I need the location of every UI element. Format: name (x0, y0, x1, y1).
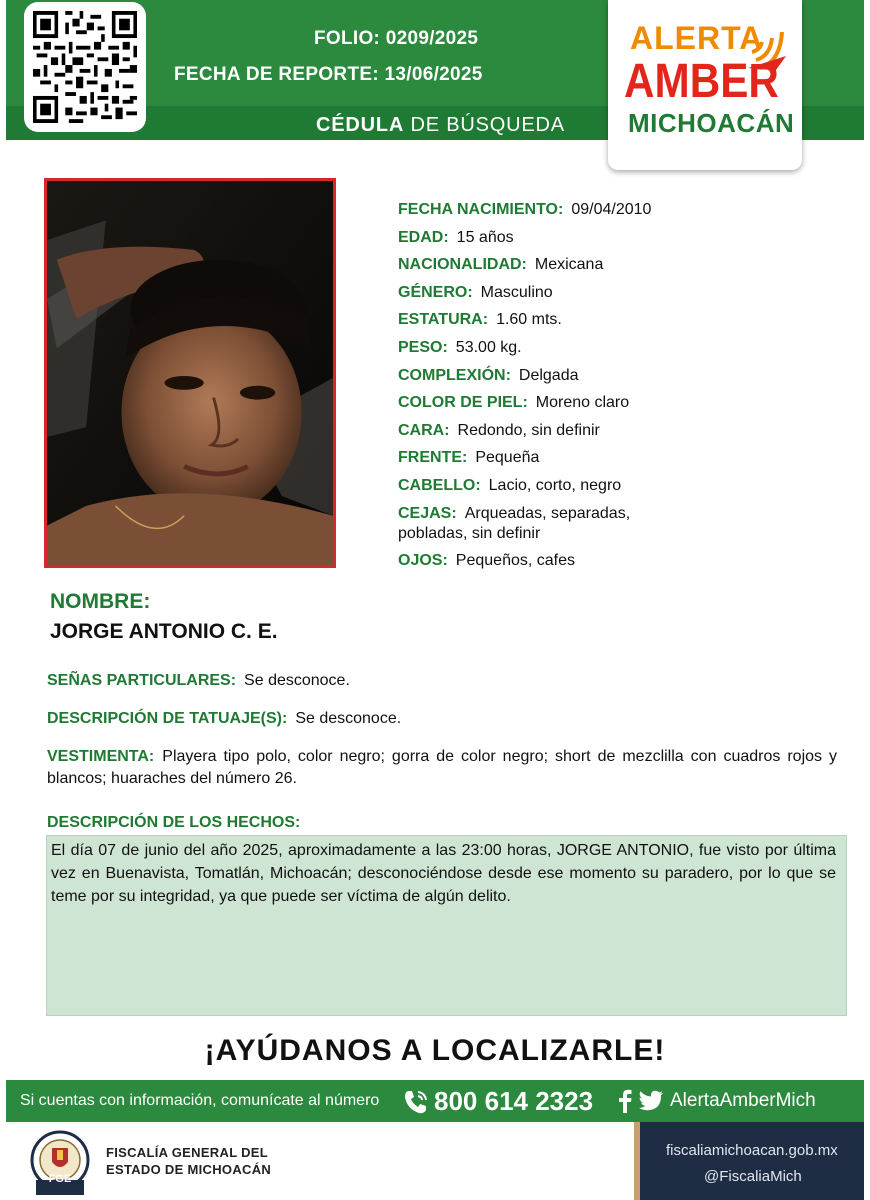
vestimenta-label: VESTIMENTA: (47, 748, 155, 765)
organization-line-2: ESTADO DE MICHOACÁN (106, 1162, 272, 1177)
phone-icon (402, 1088, 430, 1116)
field-label: FECHA NACIMIENTO: (398, 201, 564, 218)
field-value: Mexicana (534, 256, 604, 274)
field-frente (398, 448, 838, 468)
footer (6, 1122, 864, 1200)
tatuajes-label: DESCRIPCIÓN DE TATUAJE(S): (47, 710, 288, 727)
field-value: 1.60 mts. (496, 311, 562, 329)
field-label: COLOR DE PIEL: (398, 394, 528, 412)
field-value: Lacio, corto, negro (488, 476, 622, 494)
field-label: NACIONALIDAD: (398, 256, 527, 274)
field-value: 53.00 kg. (455, 338, 522, 356)
organization-name (106, 1144, 271, 1178)
alerta-amber-logo (608, 0, 802, 170)
field-cabello (398, 476, 838, 496)
field-value: Redondo, sin definir (457, 421, 600, 439)
contact-band (6, 1080, 864, 1122)
senas-label: SEÑAS PARTICULARES: (47, 672, 237, 689)
field-label: PESO: (398, 338, 448, 356)
footer-contact-panel (634, 1122, 864, 1200)
field-label: GÉNERO: (398, 283, 473, 301)
field-estatura (398, 310, 838, 330)
logo-line-michoacan: MICHOACÁN (628, 108, 795, 138)
vestimenta-value: Playera tipo polo, color negro; gorra de color negro; short de mezclilla con cuadros rojos y blancos; huaraches del número 26. (47, 748, 837, 787)
field-label: OJOS: (398, 552, 448, 570)
qr-code[interactable] (24, 2, 146, 132)
tatuajes-value: Se desconoce. (295, 710, 402, 727)
field-value: Arqueadas, separadas, pobladas, sin definir (398, 504, 631, 542)
senas-value: Se desconoce. (244, 672, 350, 689)
fge-seal-icon (26, 1130, 94, 1196)
field-cejas (398, 504, 658, 544)
field-color-piel (398, 393, 838, 413)
call-to-action: ¡AYÚDANOS A LOCALIZARLE! (204, 1034, 666, 1067)
website-link[interactable]: fiscaliamichoacan.gob.mx (666, 1142, 838, 1159)
field-genero (398, 283, 838, 303)
field-nacionalidad (398, 255, 838, 275)
twitter-icon[interactable] (638, 1090, 664, 1112)
document-title (316, 114, 565, 137)
field-value: 15 años (456, 228, 514, 246)
field-label: ESTATURA: (398, 311, 489, 329)
document-title-bold: CÉDULA (316, 114, 405, 136)
field-edad (398, 228, 838, 248)
field-label: EDAD: (398, 228, 449, 246)
fge-seal-label: FGE (48, 1173, 72, 1185)
document-title-rest: DE BÚSQUEDA (404, 114, 565, 136)
field-peso (398, 338, 838, 358)
hechos-description: El día 07 de junio del año 2025, aproximadamente a las 23:00 horas, JORGE ANTONIO, fue visto por última vez en Buenavista, Tomatlán, Michoacán; desconociéndose desde ese momento su paradero, por lo que se teme por su integridad, ya que puede ser víctima de algún delito. (46, 835, 847, 1016)
field-fecha-nacimiento (398, 200, 838, 220)
senas-row (47, 670, 837, 692)
field-complexion (398, 366, 838, 386)
vestimenta-row (47, 746, 837, 790)
report-date: FECHA DE REPORTE: 13/06/2025 (174, 64, 483, 85)
field-label: FRENTE: (398, 449, 468, 467)
field-ojos (398, 551, 838, 571)
logo-line-alerta: ALERTA (630, 20, 764, 56)
field-value: Pequeña (475, 449, 540, 467)
field-label: CEJAS: (398, 504, 457, 522)
field-label: COMPLEXIÓN: (398, 366, 511, 384)
facebook-icon[interactable] (618, 1089, 632, 1113)
organization-line-1: FISCALÍA GENERAL DEL (106, 1145, 269, 1160)
field-value: Delgada (518, 366, 579, 384)
name-label: NOMBRE: (50, 590, 151, 613)
missing-person-photo (44, 178, 336, 568)
person-name: JORGE ANTONIO C. E. (50, 620, 278, 643)
field-label: CARA: (398, 421, 450, 439)
logo-line-amber: AMBER (624, 55, 779, 108)
contact-text: Si cuentas con información, comunícate al número (20, 1092, 380, 1109)
social-link[interactable]: @FiscaliaMich (704, 1168, 802, 1185)
phone-number[interactable]: 800 614 2323 (434, 1086, 594, 1116)
field-value: Moreno claro (535, 394, 630, 412)
field-cara (398, 421, 838, 441)
social-handle[interactable]: AlertaAmberMich (670, 1090, 816, 1111)
footer-accent-bar (634, 1122, 640, 1200)
tatuajes-row (47, 708, 837, 730)
portrait-image (47, 181, 333, 565)
personal-data-list (398, 200, 838, 579)
field-value: 09/04/2010 (571, 201, 652, 218)
qr-code-icon (33, 11, 137, 123)
field-label: CABELLO: (398, 476, 481, 494)
hechos-label: DESCRIPCIÓN DE LOS HECHOS: (47, 814, 301, 831)
folio-number: FOLIO: 0209/2025 (314, 28, 479, 49)
field-value: Masculino (480, 283, 553, 301)
field-value: Pequeños, cafes (455, 552, 575, 570)
